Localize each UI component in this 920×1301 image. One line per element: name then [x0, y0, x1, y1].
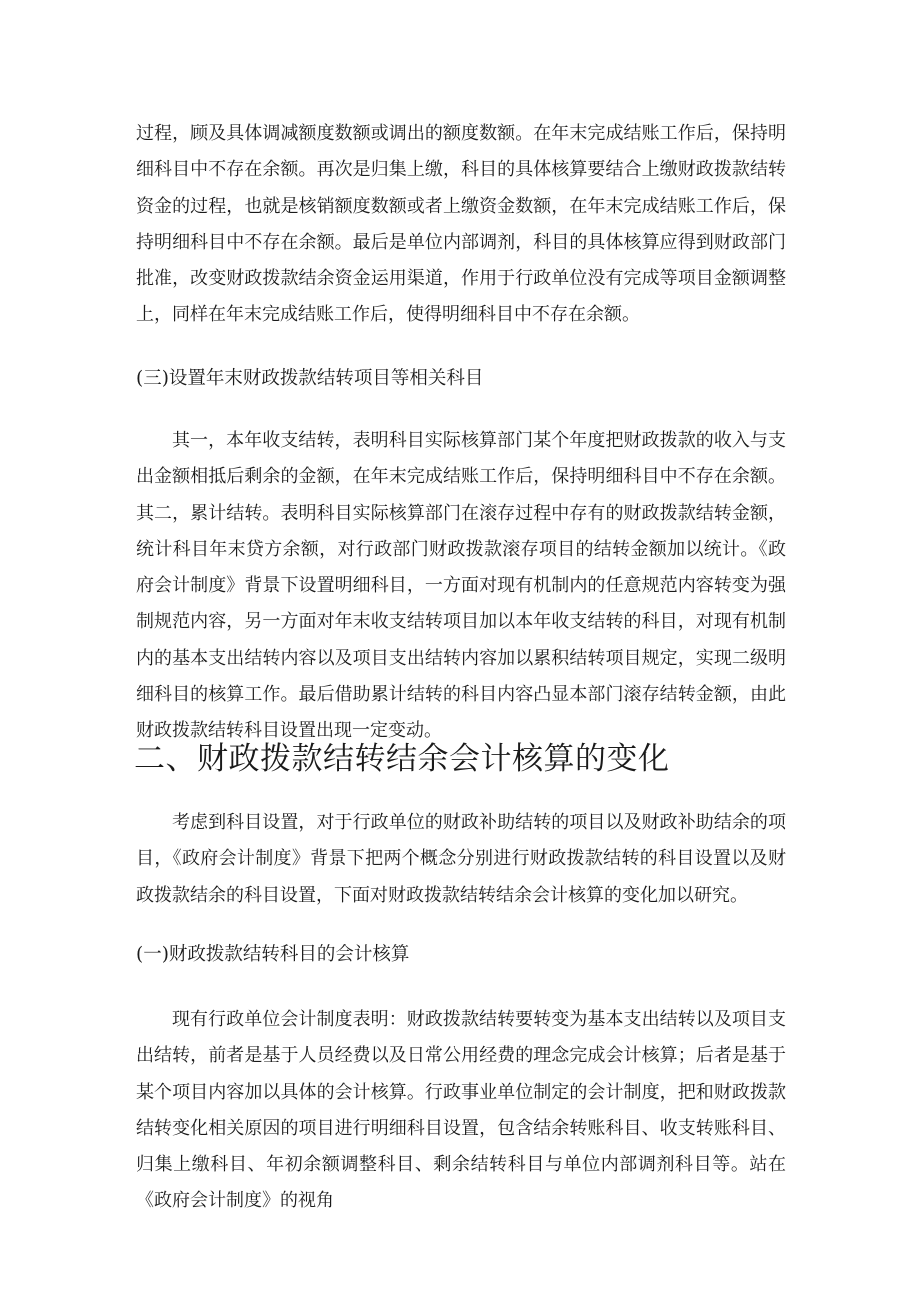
paragraph-subject-setting: 考虑到科目设置，对于行政单位的财政补助结转的项目以及财政补助结余的项目，《政府会计制度》背景下把两个概念分别进行财政拨款结转的科目设置以及财政拨款结余的科目设置，下面对财政拨款结转结余会计核算的变化加以研究。: [136, 812, 786, 906]
subheading-transfer-accounting: (一)财政拨款结转科目的会计核算: [136, 944, 410, 965]
paragraph-current-system: 现有行政单位会计制度表明：财政拨款结转要转变为基本支出结转以及项目支出结转，前者是基于人员经费以及日常公用经费的理念完成会计核算；后者是基于某个项目内容加以具体的会计核算。行政事业单位制定的会计制度，把和财政拨款结转变化相关原因的项目进行明细科目设置，包含结余转账科目、收支转账科目、归集上缴科目、年初余额调整科目、剩余结转科目与单位内部调剂科目等。站在《政府会计制度》的视角: [136, 1009, 786, 1212]
paragraph-closing-accounts: 过程，顾及具体调减额度数额或调出的额度数额。在年末完成结账工作后，保持明细科目中不存在余额。再次是归集上缴，科目的具体核算要结合上缴财政拨款结转资金的过程，也就是核销额度数额或者上缴资金数额，在年末完成结账工作后，保持明细科目中不存在余额。最后是单位内部调剂，科目的具体核算应得到财政部门批准，改变财政拨款结余资金运用渠道，作用于行政单位没有完成等项目金额调整上，同样在年末完成结账工作后，使得明细科目中不存在余额。: [136, 123, 786, 326]
subheading-year-end-items: (三)设置年末财政拨款结转项目等相关科目: [136, 368, 484, 389]
section-heading: 二、财政拨款结转结余会计核算的变化: [134, 741, 670, 777]
paragraph-year-end-transfer: 其一，本年收支结转，表明科目实际核算部门某个年度把财政拨款的收入与支出金额相抵后剩余的金额，在年末完成结账工作后，保持明细科目中不存在余额。其二，累计结转。表明科目实际核算部门在滚存过程中存有的财政拨款结转金额，统计科目年末贷方余额，对行政部门财政拨款滚存项目的结转金额加以统计。《政府会计制度》背景下设置明细科目，一方面对现有机制内的任意规范内容转变为强制规范内容，另一方面对年末收支结转项目加以本年收支结转的科目，对现有机制内的基本支出结转内容以及项目支出结转内容加以累积结转项目规定，实现二级明细科目的核算工作。最后借助累计结转的科目内容凸显本部门滚存结转金额，由此财政拨款结转科目设置出现一定变动。: [136, 430, 786, 742]
